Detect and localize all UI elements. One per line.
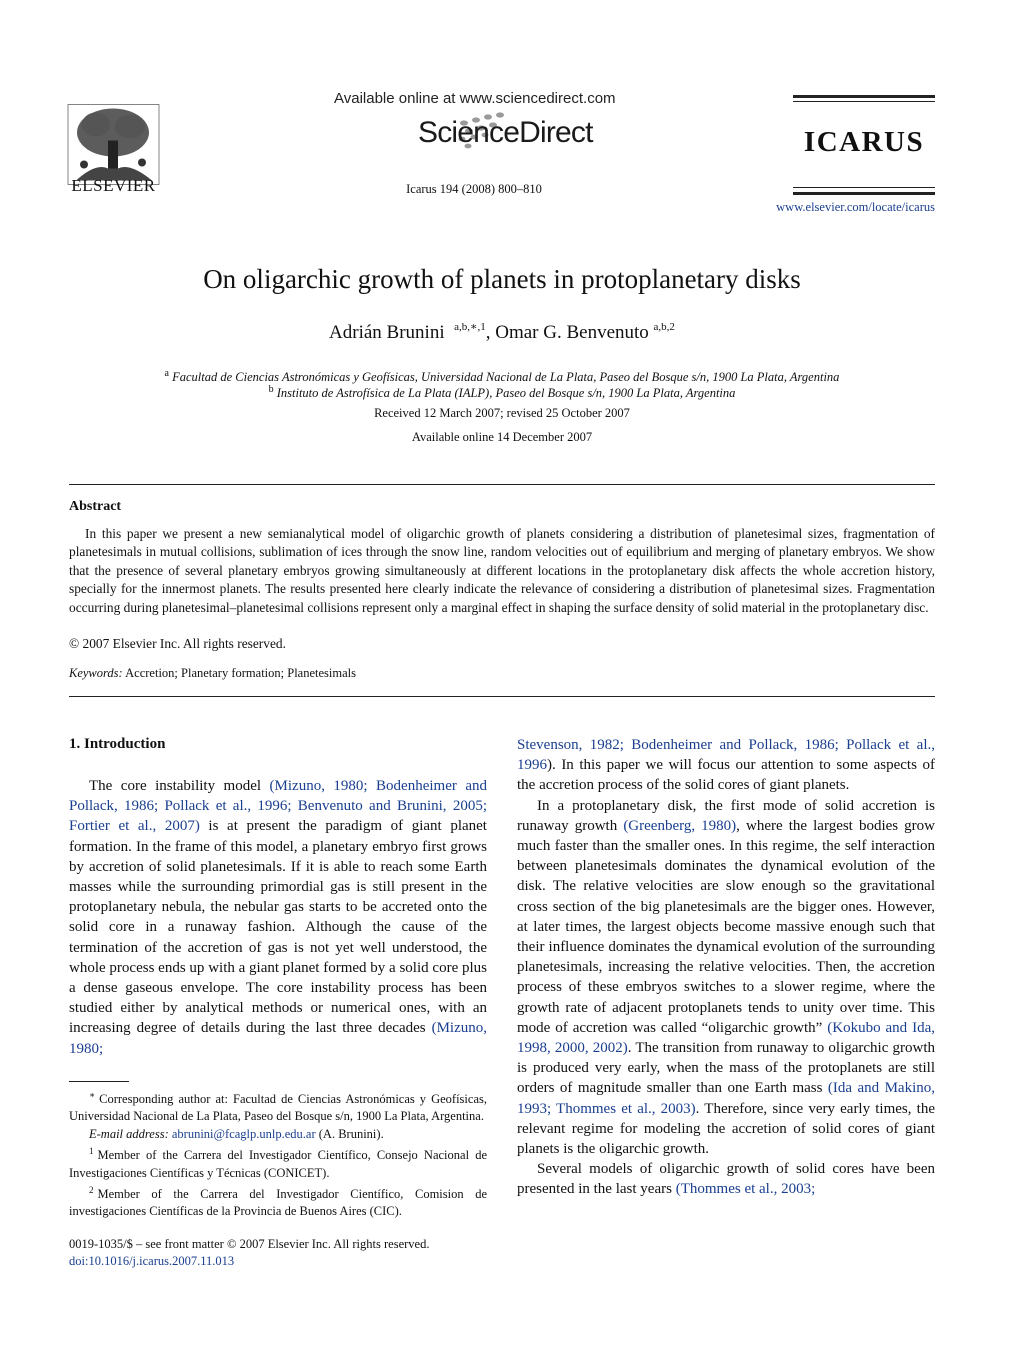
- journal-citation: Icarus 194 (2008) 800–810: [406, 182, 542, 196]
- citation-link[interactable]: (Greenberg, 1980): [623, 817, 737, 834]
- body-text: In a protoplanetary disk, the first mode of solid accretion is runaway growth: [517, 797, 935, 834]
- footnote-mark: 2: [89, 1184, 94, 1195]
- author-separator: ,: [485, 322, 496, 343]
- author-affiliation-marks[interactable]: a,b,2: [653, 321, 675, 333]
- section-divider: [69, 484, 935, 485]
- journal-rule: [793, 95, 935, 98]
- footnotes: [69, 1087, 487, 1221]
- footnote-rule: [69, 1081, 129, 1082]
- paragraph: [517, 796, 935, 1160]
- issn-line: 0019-1035/$ – see front matter © 2007 Elsevier Inc. All rights reserved.: [69, 1237, 430, 1251]
- footnote-1: [69, 1143, 487, 1182]
- author-name: Omar G. Benvenuto: [495, 322, 649, 343]
- journal-rule: [793, 192, 935, 195]
- footnote-mark: ∗: [89, 1090, 96, 1100]
- section-heading: 1. Introduction: [69, 736, 166, 752]
- body-text: The core instability model: [89, 778, 270, 794]
- affiliation-mark: b: [268, 384, 274, 395]
- article-title: On oligarchic growth of planets in protoplanetary disks: [203, 264, 801, 294]
- email-owner: (A. Brunini).: [315, 1126, 384, 1141]
- received-dates: Received 12 March 2007; revised 25 October 2007: [374, 406, 630, 420]
- keywords-label: Keywords:: [69, 666, 123, 680]
- journal-rule: [793, 187, 935, 188]
- right-column: [517, 735, 935, 1200]
- author-name: Adrián Brunini: [329, 322, 445, 343]
- author-list: [0, 320, 1004, 344]
- section-divider: [69, 696, 935, 697]
- affiliation-mark: a: [164, 368, 169, 379]
- affiliation-text: Facultad de Ciencias Astronómicas y Geofísicas, Universidad Nacional de La Plata, Paseo del Bosque s/n, 1900 La Plata, Argentina: [172, 370, 840, 385]
- citation-link[interactable]: (Ida and Makino, 1993; Thommes et al., 2003): [517, 1080, 935, 1117]
- email-label: E-mail address:: [89, 1126, 169, 1141]
- footnote-2: [69, 1182, 487, 1221]
- body-text: is at present the paradigm of giant planet formation. In the frame of this model, a planetary embryo first grows by accretion of solid planetesimals. If it is able to reach some Earth masses while the surrounding primordial gas is still present in the protoplanetary nebula, the nebular gas starts to be accreted onto the solid core in a runaway fashion. Although the cause of the termination of the accretion of gas is not yet well understood, the whole process ends up with a giant planet formed by a solid core plus a dense gaseous envelope. The core instability process has been studied either by analytical methods or numerical ones, with an increasing degree of details during the last three decades: [69, 818, 487, 1037]
- author-affiliation-marks[interactable]: a,b,∗,1: [454, 321, 486, 333]
- paragraph: [517, 735, 935, 796]
- citation-link[interactable]: (Kokubo and Ida, 1998, 2000, 2002): [517, 1019, 936, 1057]
- citation-link[interactable]: Stevenson, 1982; Bodenheimer and Pollack, 1986; Pollack et al., 1996: [517, 737, 935, 774]
- body-text: . The transition from runaway to oligarchic growth is produced very early, when the mass of the protoplanets are still orders of magnitude smaller than one Earth mass: [517, 1040, 935, 1097]
- footnote-text: Corresponding author at: Facultad de Ciencias Astronómicas y Geofísicas, Universidad Nacional de La Plata, Paseo del Bosque s/n, 1900 La Plata, Argentina.: [69, 1092, 487, 1124]
- citation-link[interactable]: (Thommes et al., 2003;: [675, 1181, 816, 1198]
- affiliation: [0, 384, 1004, 401]
- sciencedirect-wordmark: ScienceDirect: [418, 116, 593, 149]
- paragraph: [517, 1159, 935, 1199]
- footnote-email: [69, 1126, 487, 1143]
- footnote-corresponding: [69, 1087, 487, 1126]
- elsevier-wordmark: ELSEVIER: [71, 176, 156, 195]
- body-text: Several models of oligarchic growth of solid cores have been presented in the last years: [517, 1161, 935, 1198]
- doi-link[interactable]: doi:10.1016/j.icarus.2007.11.013: [69, 1254, 235, 1268]
- keywords-list: Accretion; Planetary formation; Planetesimals: [125, 666, 356, 680]
- journal-url-link[interactable]: www.elsevier.com/locate/icarus: [776, 200, 935, 214]
- paragraph: [69, 776, 487, 1059]
- footnote-text: Member of the Carrera del Investigador Científico, Consejo Nacional de Investigaciones Científicas y Técnicas (CONICET).: [69, 1148, 487, 1180]
- footnote-mark: 1: [89, 1146, 94, 1157]
- available-online-date: Available online 14 December 2007: [411, 430, 593, 444]
- abstract-text: In this paper we present a new semianalytical model of oligarchic growth of planets considering a distribution of planetesimal sizes, fragmentation of planetesimals in mutual collisions, sublimation of ices through the snow line, random velocities out of equilibrium and merging of planetary embryos. We show that the presence of several planetary embryos growing simultaneously at different locations in the protoplanetary disk affects the whole accretion history, specially for the innermost planets. The results presented here clearly indicate the relevance of considering a distribution of planetesimal sizes. Fragmentation occurring during planetesimal–planetesimal collisions represent only a marginal effect in shaping the surface density of solid material in the protoplanetary disc.: [69, 526, 935, 615]
- citation-link[interactable]: (Mizuno, 1980; Bodenheimer and Pollack, 1986; Pollack et al., 1996; Benvenuto and Brunini, 2005; Fortier et al., 2007): [69, 778, 487, 835]
- journal-name: ICARUS: [803, 126, 925, 158]
- copyright-notice: © 2007 Elsevier Inc. All rights reserved.: [69, 636, 286, 651]
- affiliation: [0, 368, 1004, 385]
- body-text: . Therefore, since very early times, the relevant regime for modeling the accretion of solid cores of giant planets is the oligarchic growth.: [517, 1100, 935, 1158]
- citation-link[interactable]: (Mizuno, 1980;: [69, 1020, 487, 1057]
- email-link[interactable]: abrunini@fcaglp.unlp.edu.ar: [171, 1126, 316, 1141]
- footnote-text: Member of the Carrera del Investigador Científico, Comision de investigaciones Científicas de la Provincia de Buenos Aires (CIC).: [69, 1186, 487, 1219]
- body-text: ). In this paper we will focus our attention to some aspects of the accretion process of the solid cores of giant planets.: [517, 757, 935, 794]
- abstract-heading: Abstract: [69, 499, 122, 514]
- available-online-banner: Available online at www.sciencedirect.com: [334, 90, 616, 107]
- keywords: [69, 666, 356, 681]
- body-text: , where the largest bodies grow much faster than the smaller ones. In this regime, the self interaction between planetesimals dominates the dynamical evolution of the disk. The relative velocities are slow enough so the gravitational cross section of the big planetesimals are the bigger ones. However, at later times, the largest objects become massive enough such that their influence dominates the dynamical evolution of the surrounding planetesimals, increasing the relative velocities. Then, the accretion process of these embryos switches to a slower regime, where the growth rate of adjacent protoplanets tends to unity over time. This mode of accretion was called “oligarchic growth”: [517, 817, 936, 1036]
- left-column: [69, 776, 487, 1059]
- affiliation-text: Instituto de Astrofísica de La Plata (IALP), Paseo del Bosque s/n, 1900 La Plata, Argentina: [276, 386, 736, 401]
- journal-rule: [793, 101, 935, 102]
